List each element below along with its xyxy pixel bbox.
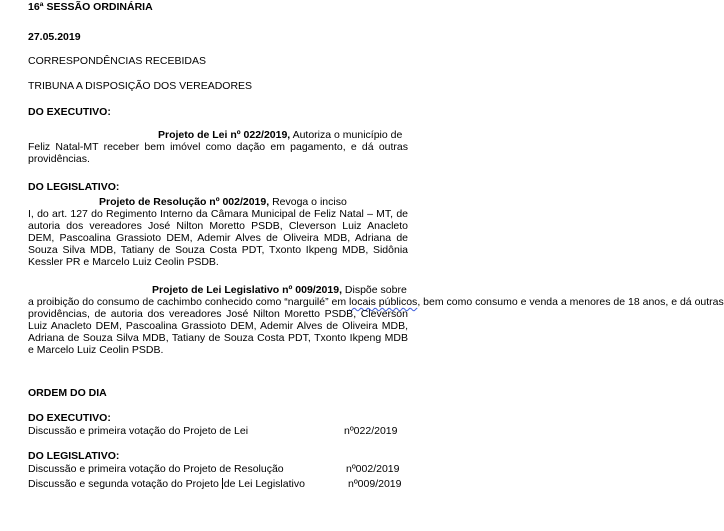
resolution-text-2: I, do art. 127 do Regimento Interno da Câmara Municipal de Feliz Natal – MT, de	[28, 208, 408, 220]
bill-text-5: Adriana de Souza Silva MDB, Tatiany de Souza Costa PDT, Txonto Ikpeng MDB	[28, 332, 408, 344]
agenda-heading: ORDEM DO DIA	[28, 387, 107, 399]
agenda-item-number: nº022/2019	[344, 425, 398, 437]
agenda-legislativo-item	[28, 478, 468, 490]
bill-text-3: providências, de autoria dos vereadores José Nilton Moretto PSDB, Cleverson	[28, 308, 408, 320]
resolution-title: Projeto de Resolução nº 002/2019,	[99, 196, 270, 208]
resolution-text-4: DEM, Pascoalina Grassioto DEM, Ademir Alves de Oliveira MDB, Adriana de	[28, 232, 408, 244]
tribune-heading: TRIBUNA A DISPOSIÇÃO DOS VEREADORES	[28, 80, 253, 92]
executivo-heading: DO EXECUTIVO:	[28, 106, 111, 118]
resolution-text-3: autoria dos vereadores José Nilton Moretto PSDB, Cleverson Luiz Anacleto	[28, 220, 408, 232]
bill-text-2c: , bem como consumo e venda a menores de 18 anos, e dá outras	[417, 296, 724, 308]
agenda-item-description-a: Discussão e segunda votação do Projeto	[28, 478, 219, 490]
resolution-first-line	[28, 196, 408, 208]
bill-text-2	[28, 296, 724, 308]
legislativo-heading: DO LEGISLATIVO:	[28, 181, 120, 193]
executivo-bill-text-2: Feliz Natal-MT receber bem imóvel como dação em pagamento, e dá outras	[28, 141, 408, 153]
session-title: 16ª SESSÃO ORDINÁRIA	[28, 1, 153, 13]
agenda-item-number: nº002/2019	[346, 463, 400, 475]
executivo-bill-text-1: Autoriza o município de	[292, 129, 403, 141]
resolution-text-6: Kessler PR e Marcelo Luiz Ceolin PSDB.	[28, 256, 219, 268]
bill-text-6: e Marcelo Luiz Ceolin PSDB.	[28, 344, 164, 356]
session-date: 27.05.2019	[28, 31, 81, 43]
agenda-item-description: Discussão e primeira votação do Projeto de Lei	[28, 425, 249, 437]
executivo-bill-text-3: providências.	[28, 153, 90, 165]
agenda-item-description-b: de Lei Legislativo	[223, 478, 305, 490]
resolution-text-1: Revoga o inciso	[272, 196, 347, 208]
agenda-legislativo-item	[28, 463, 468, 475]
agenda-executivo-heading: DO EXECUTIVO:	[28, 412, 111, 424]
agenda-item-description: Discussão e primeira votação do Projeto de Resolução	[28, 463, 284, 475]
misspelled-phrase: locais públicos	[349, 296, 418, 308]
executivo-bill-title: Projeto de Lei nº 022/2019,	[158, 129, 291, 141]
resolution-paragraph	[28, 196, 408, 268]
agenda-item-number: nº009/2019	[348, 478, 402, 490]
executivo-bill-paragraph	[28, 129, 408, 165]
executivo-bill-first-line	[28, 129, 408, 141]
bill-text-4: Luiz Anacleto DEM, Pascoalina Grassioto DEM, Ademir Alves de Oliveira MDB,	[28, 320, 408, 332]
bill-title: Projeto de Lei Legislativo nº 009/2019,	[152, 284, 342, 296]
bill-first-line	[28, 284, 408, 296]
resolution-text-5: Souza Silva MDB, Tatiany de Souza Costa PDT, Txonto Ikpeng MDB, Sidônia	[28, 244, 408, 256]
bill-text-1: Dispõe sobre	[344, 284, 407, 296]
bill-paragraph	[28, 284, 724, 356]
bill-text-2a: a proibição do consumo de cachimbo conhecido como “narguilé” em	[28, 296, 347, 308]
agenda-legislativo-heading: DO LEGISLATIVO:	[28, 450, 120, 462]
correspondence-heading: CORRESPONDÊNCIAS RECEBIDAS	[28, 55, 206, 67]
agenda-item-description	[28, 478, 305, 490]
agenda-executivo-item	[28, 425, 468, 437]
